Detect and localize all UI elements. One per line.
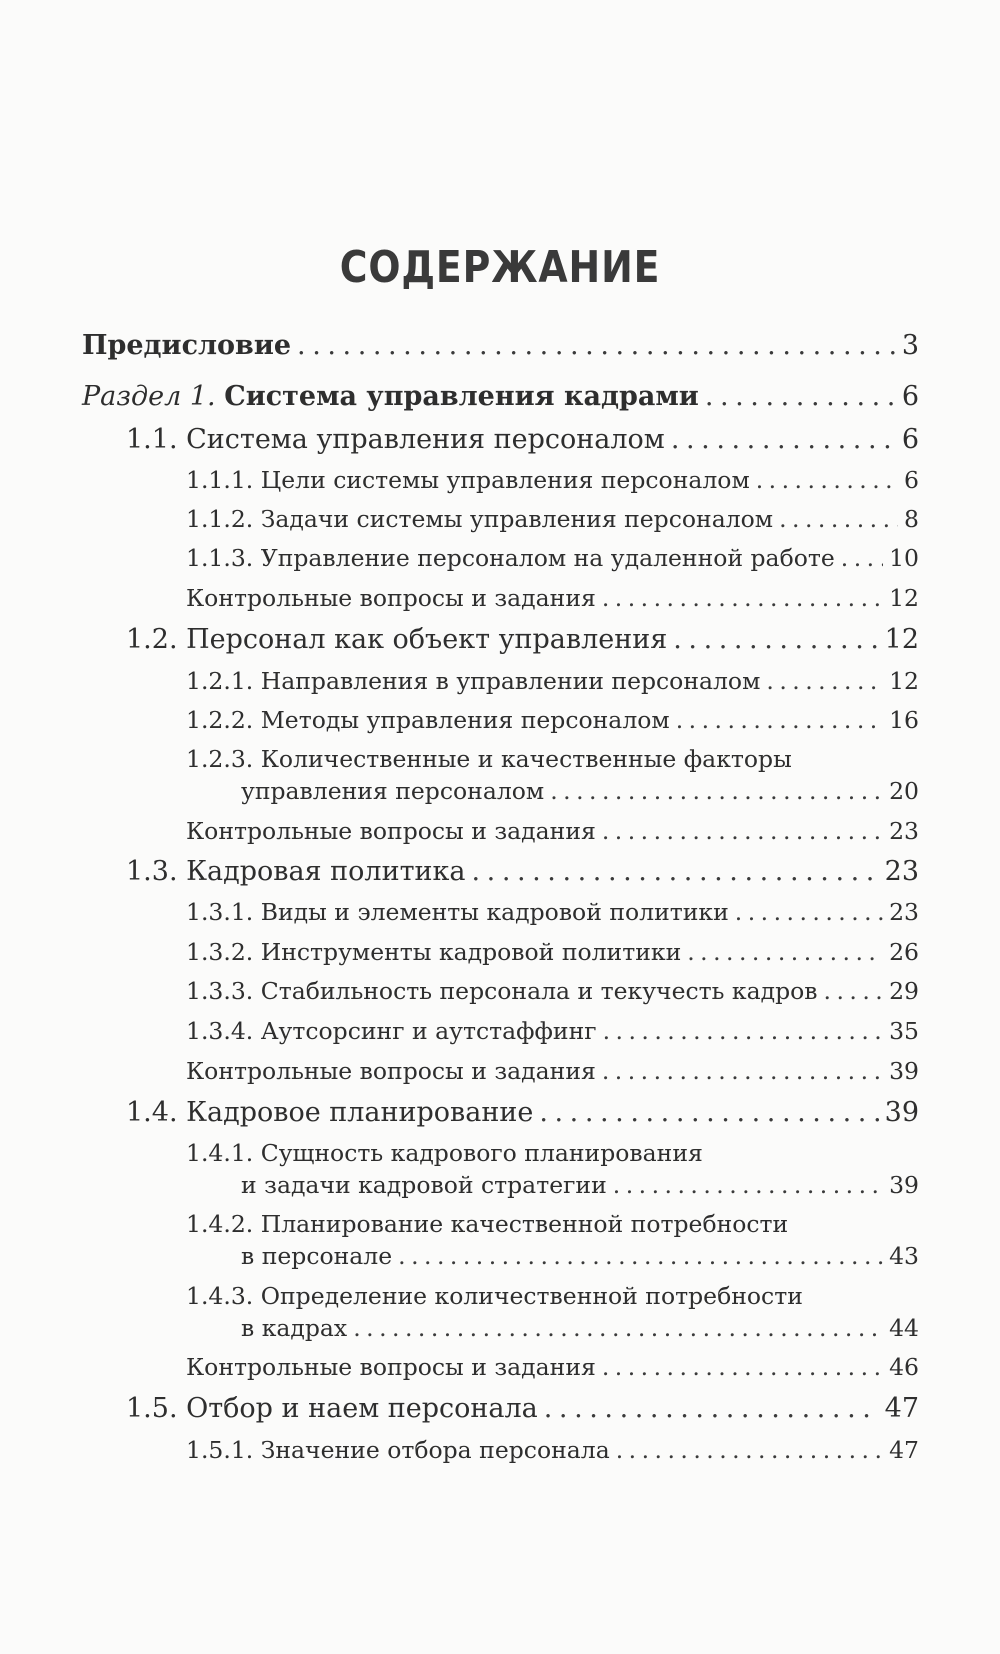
- toc-entry-1-4-2[interactable]: [186, 1210, 919, 1238]
- page-title: СОДЕРЖАНИЕ: [339, 242, 661, 293]
- toc-entry-page: 23: [889, 817, 919, 845]
- toc-entry-label: 1.2. Персонал как объект управления: [126, 624, 668, 655]
- toc-entry-label: 1.3.4. Аутсорсинг и аутстаффинг: [186, 1017, 597, 1045]
- toc-entry-page: 23: [884, 856, 919, 887]
- toc-entry-page: 12: [889, 667, 919, 695]
- toc-entry-1-1-1[interactable]: [186, 466, 919, 494]
- toc-entry-1-5-1[interactable]: [186, 1436, 919, 1464]
- toc-entry-page: 46: [889, 1353, 919, 1381]
- toc-entry-1-1[interactable]: [126, 424, 919, 455]
- toc-entry-label: 1.2.1. Направления в управлении персоналом: [186, 667, 761, 695]
- toc-entry-1-4-1-continuation[interactable]: [241, 1171, 919, 1199]
- dot-leader: [616, 1436, 883, 1464]
- toc-entry-label: 1.3.3. Стабильность персонала и текучесть кадров: [186, 977, 818, 1005]
- dot-leader: [602, 1353, 883, 1381]
- toc-entry-label: 1.5.1. Значение отбора персонала: [186, 1436, 610, 1464]
- toc-entry-label: 1.3.2. Инструменты кадровой политики: [186, 938, 682, 966]
- dot-leader: [766, 667, 883, 695]
- toc-entry-questions-1-1[interactable]: [186, 584, 919, 612]
- dot-leader: [398, 1242, 883, 1270]
- toc-entry-page: 10: [889, 544, 919, 572]
- toc-entry-label: Контрольные вопросы и задания: [186, 584, 596, 612]
- toc-entry-page: 3: [901, 330, 919, 361]
- toc-entry-page: 29: [889, 977, 919, 1005]
- toc-entry-questions-1-4[interactable]: [186, 1353, 919, 1381]
- toc-entry-1-1-2[interactable]: [186, 505, 919, 533]
- toc-entry-page: 12: [884, 624, 919, 655]
- toc-entry-label: Предисловие: [82, 330, 292, 361]
- toc-entry-1-2[interactable]: [126, 624, 919, 655]
- toc-entry-label: 1.4.3. Определение количественной потребности: [186, 1282, 803, 1310]
- toc-entry-page: 39: [884, 1097, 919, 1128]
- toc-entry-label: 1.4.2. Планирование качественной потребности: [186, 1210, 789, 1238]
- dot-leader: [841, 544, 883, 572]
- toc-entry-1-3-3[interactable]: [186, 977, 919, 1005]
- toc-entry-1-4-1[interactable]: [186, 1139, 919, 1167]
- toc-entry-label: Контрольные вопросы и задания: [186, 1353, 596, 1381]
- toc-entry-label: 1.1. Система управления персоналом: [126, 424, 665, 455]
- toc-section-prefix: Раздел 1.: [82, 381, 216, 412]
- toc-entry-page: 35: [889, 1017, 919, 1045]
- toc-entry-label: 1.4. Кадровое планирование: [126, 1097, 534, 1128]
- toc-entry-page: 39: [889, 1057, 919, 1085]
- toc-entry-label: 1.1.3. Управление персоналом на удаленной работе: [186, 544, 835, 572]
- toc-entry-label: 1.5. Отбор и наем персонала: [126, 1393, 538, 1424]
- toc-entry-1-4-2-continuation[interactable]: [241, 1242, 919, 1270]
- dot-leader: [602, 817, 883, 845]
- toc-entry-label: 1.3.1. Виды и элементы кадровой политики: [186, 898, 729, 926]
- dot-leader: [471, 856, 878, 887]
- toc-entry-1-2-3-continuation[interactable]: [241, 777, 919, 805]
- toc-entry-1-2-3[interactable]: [186, 745, 919, 773]
- toc-entry-page: 16: [889, 706, 919, 734]
- toc-entry-page: 12: [889, 584, 919, 612]
- toc-entry-1-3-1[interactable]: [186, 898, 919, 926]
- toc-entry-1-4-3[interactable]: [186, 1282, 919, 1310]
- toc-entry-1-1-3[interactable]: [186, 544, 919, 572]
- toc-entry-label: Контрольные вопросы и задания: [186, 817, 596, 845]
- dot-leader: [779, 505, 898, 533]
- toc-entry-1-3-2[interactable]: [186, 938, 919, 966]
- toc-entry-label: 1.2.2. Методы управления персоналом: [186, 706, 670, 734]
- toc-entry-page: 6: [901, 424, 919, 455]
- toc-entry-page: 47: [884, 1393, 919, 1424]
- toc-entry-page: 6: [901, 381, 919, 412]
- toc-entry-page: 26: [889, 938, 919, 966]
- dot-leader: [673, 624, 878, 655]
- toc-entry-label-continuation: управления персоналом: [241, 777, 545, 805]
- dot-leader: [603, 1017, 884, 1045]
- dot-leader: [613, 1171, 883, 1199]
- toc-entry-label: 1.1.1. Цели системы управления персоналом: [186, 466, 750, 494]
- dot-leader: [297, 330, 896, 361]
- toc-entry-page: 39: [889, 1171, 919, 1199]
- dot-leader: [550, 777, 883, 805]
- dot-leader: [705, 381, 896, 412]
- toc-entry-page: 23: [889, 898, 919, 926]
- toc-entry-label: Контрольные вопросы и задания: [186, 1057, 596, 1085]
- dot-leader: [544, 1393, 879, 1424]
- toc-entry-1-4[interactable]: [126, 1097, 919, 1128]
- toc-entry-label: 1.3. Кадровая политика: [126, 856, 466, 887]
- toc-entry-questions-1-3[interactable]: [186, 1057, 919, 1085]
- toc-entry-page: 43: [889, 1242, 919, 1270]
- toc-entry-label: Система управления кадрами: [224, 381, 699, 412]
- toc-entry-page: 6: [904, 466, 919, 494]
- toc-entry-page: 20: [889, 777, 919, 805]
- dot-leader: [824, 977, 884, 1005]
- toc-entry-1-3[interactable]: [126, 856, 919, 887]
- dot-leader: [756, 466, 898, 494]
- toc-entry-1-3-4[interactable]: [186, 1017, 919, 1045]
- toc-entry-section-1[interactable]: [82, 381, 919, 412]
- toc-entry-page: 47: [889, 1436, 919, 1464]
- dot-leader: [735, 898, 883, 926]
- dot-leader: [539, 1097, 878, 1128]
- dot-leader: [676, 706, 883, 734]
- toc-entry-page: 44: [889, 1314, 919, 1342]
- toc-entry-label-continuation: в кадрах: [241, 1314, 348, 1342]
- toc-entry-label: 1.2.3. Количественные и качественные факторы: [186, 745, 792, 773]
- dot-leader: [687, 938, 883, 966]
- toc-entry-label: 1.1.2. Задачи системы управления персоналом: [186, 505, 774, 533]
- toc-entry-1-2-1[interactable]: [186, 667, 919, 695]
- toc-entry-label-continuation: и задачи кадровой стратегии: [241, 1171, 607, 1199]
- toc-entry-preface[interactable]: [82, 330, 919, 361]
- toc-entry-page: 8: [904, 505, 919, 533]
- toc-entry-1-5[interactable]: [126, 1393, 919, 1424]
- dot-leader: [671, 424, 896, 455]
- toc-entry-1-4-3-continuation[interactable]: [241, 1314, 919, 1342]
- toc-entry-label: 1.4.1. Сущность кадрового планирования: [186, 1139, 703, 1167]
- dot-leader: [602, 584, 883, 612]
- dot-leader: [602, 1057, 883, 1085]
- dot-leader: [353, 1314, 883, 1342]
- toc-entry-label-continuation: в персонале: [241, 1242, 393, 1270]
- toc-entry-1-2-2[interactable]: [186, 706, 919, 734]
- toc-entry-questions-1-2[interactable]: [186, 817, 919, 845]
